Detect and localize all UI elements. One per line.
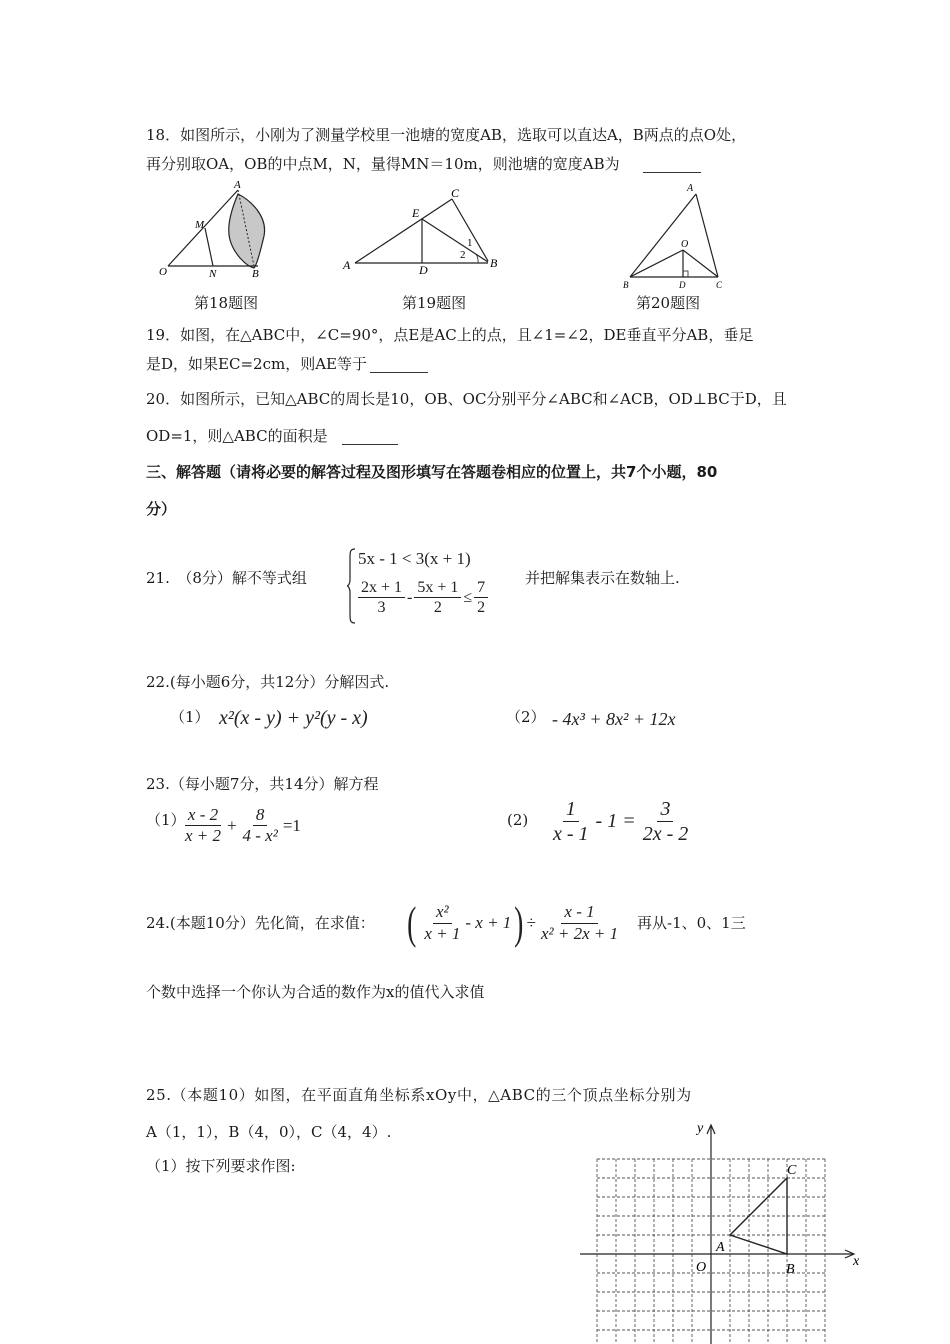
q20-line1: 20．如图所示，已知△ABC的周长是10，OB、OC分别平分∠ABC和∠ACB，OD⊥BC于D，且: [146, 390, 787, 408]
q21-frac3-den: 2: [477, 599, 486, 617]
q21-frac2-num: 5x + 1: [414, 578, 461, 598]
q24-frac2-num: x - 1: [561, 902, 597, 923]
q24-line2: 个数中选择一个你认为合适的数作为x的值代入求值: [146, 983, 485, 1001]
q23-p1-frac2-den: 4 - x²: [242, 826, 278, 846]
fig20-label-o: O: [681, 239, 689, 250]
q23-p1-equation: [180, 805, 301, 847]
q23-p2-label: (2): [507, 811, 529, 829]
q18-line1: 18．如图所示，小刚为了测量学校里一池塘的宽度AB，选取可以直达A，B两点的点O处，: [146, 126, 747, 144]
fig19-label-c: C: [451, 186, 460, 200]
figure-20: [618, 180, 733, 290]
q20-line2: OD=1，则△ABC的面积是: [146, 427, 328, 445]
q24-expression: ( $\frac{\text{x²}}{x + 1}$ - x + 1 ) ÷ $\frac{x - 1}{\text{x² + 2x + 1}}$: [404, 900, 623, 946]
fig19-label-1: 1: [467, 237, 473, 249]
figure-18: [150, 178, 290, 280]
fig20-label-c: C: [716, 280, 723, 290]
q19-line1: 19．如图，在△ABC中，∠C=90°，点E是AC上的点，且∠1=∠2，DE垂直平分AB，垂足: [146, 326, 754, 344]
q21-ineq1-text: 5x - 1 < 3(x + 1): [358, 549, 471, 568]
q25-line2: A（1，1），B（4，0），C（4，4）.: [146, 1123, 392, 1141]
q21-frac1-num: 2x + 1: [358, 578, 405, 598]
q21-inequality-2: [356, 578, 490, 617]
q23-p2-frac2-num: 3: [657, 797, 673, 822]
q22-p1-expr: x²(x - y) + y²(y - x): [219, 707, 368, 729]
q23-title: 23.（每小题7分，共14分）解方程: [146, 775, 379, 793]
fig18-label-o: O: [159, 266, 167, 278]
q21-brace: [346, 548, 356, 624]
q23-p2-equation: [548, 797, 693, 846]
q24-frac2-den: x² + 2x + 1: [540, 923, 619, 943]
q23-p1-rhs: =1: [282, 815, 301, 835]
q18-caption: 第18题图: [194, 294, 259, 312]
q24-prefix: 24.(本题10分）先化简，在求值：: [146, 914, 375, 932]
fig18-label-m: M: [195, 219, 205, 231]
q21-suffix: 并把解集表示在数轴上.: [525, 569, 680, 587]
grid-label-b: B: [786, 1262, 795, 1277]
grid-label-o: O: [696, 1260, 707, 1275]
fig18-label-a: A: [234, 179, 241, 191]
q23-p1-frac1-den: x + 2: [185, 826, 222, 846]
q23-p1-label: （1）: [146, 811, 186, 829]
q21-minus: -: [407, 588, 413, 606]
q21-frac1-den: 3: [377, 599, 386, 617]
q22-title: 22.(每小题6分，共12分）分解因式.: [146, 673, 390, 691]
section3-heading-line2: 分）: [146, 500, 177, 518]
q18-line2: 再分别取OA，OB的中点M，N，量得MN＝10m，则池塘的宽度AB为: [146, 155, 620, 173]
grid-label-y: y: [697, 1121, 704, 1136]
q24-suffix: 再从-1、0、1三: [637, 914, 746, 932]
grid-label-x: x: [853, 1254, 860, 1269]
fig18-label-b: B: [252, 268, 259, 280]
q23-p2-frac1-num: 1: [563, 797, 579, 822]
fig19-label-2: 2: [460, 249, 466, 261]
coordinate-grid-figure: [575, 1118, 865, 1344]
q22-p1-label: （1）: [170, 708, 210, 726]
q19-answer-blank: [370, 371, 428, 373]
q21-frac3-num: 7: [474, 578, 488, 598]
q21-frac2-den: 2: [433, 599, 442, 617]
fig19-label-b: B: [490, 256, 498, 270]
q24-frac1-den: x + 1: [424, 923, 461, 943]
q24-frac1-num: x²: [433, 902, 452, 923]
fig19-label-a: A: [343, 258, 351, 272]
q23-p2-frac2-den: 2x - 2: [642, 823, 689, 845]
section3-heading-line1: 三、解答题（请将必要的解答过程及图形填写在答题卷相应的位置上，共7个小题，80: [146, 463, 718, 481]
q22-p2-label: （2）: [506, 708, 546, 726]
figure-19: [340, 185, 505, 277]
q19-line2: 是D，如果EC=2cm，则AE等于: [146, 355, 367, 373]
fig20-label-d: D: [679, 280, 686, 290]
q22-p2-expr: - 4x³ + 8x² + 12x: [552, 709, 676, 729]
q18-answer-blank: [643, 171, 701, 173]
q21-le: ≤: [463, 588, 473, 606]
q23-p2-frac1-den: x - 1: [553, 823, 589, 845]
q19-caption: 第19题图: [402, 294, 467, 312]
fig19-label-e: E: [412, 206, 420, 220]
q25-line1: 25.（本题10）如图，在平面直角坐标系xOy中，△ABC的三个顶点坐标分别为: [146, 1086, 692, 1104]
q23-p1-frac2-num: 8: [253, 805, 268, 826]
fig20-label-a: A: [687, 183, 694, 194]
q24-mid: - x + 1: [465, 913, 512, 932]
q23-p1-frac1-num: x - 2: [185, 805, 221, 826]
q21-prefix: 21. （8分）解不等式组: [146, 569, 307, 587]
fig20-label-b: B: [623, 280, 629, 290]
q25-line3: （1）按下列要求作图:: [146, 1157, 296, 1175]
grid-label-a: A: [716, 1240, 725, 1255]
q24-div: ÷: [526, 913, 536, 932]
fig19-label-d: D: [419, 263, 428, 277]
q23-p2-mid: - 1 =: [595, 810, 636, 832]
q20-answer-blank: [342, 443, 398, 445]
q20-caption: 第20题图: [636, 294, 701, 312]
q23-p1-plus: +: [226, 815, 238, 835]
q21-inequality-1: [358, 549, 471, 569]
fig18-label-n: N: [209, 268, 217, 280]
grid-label-c: C: [787, 1163, 797, 1178]
